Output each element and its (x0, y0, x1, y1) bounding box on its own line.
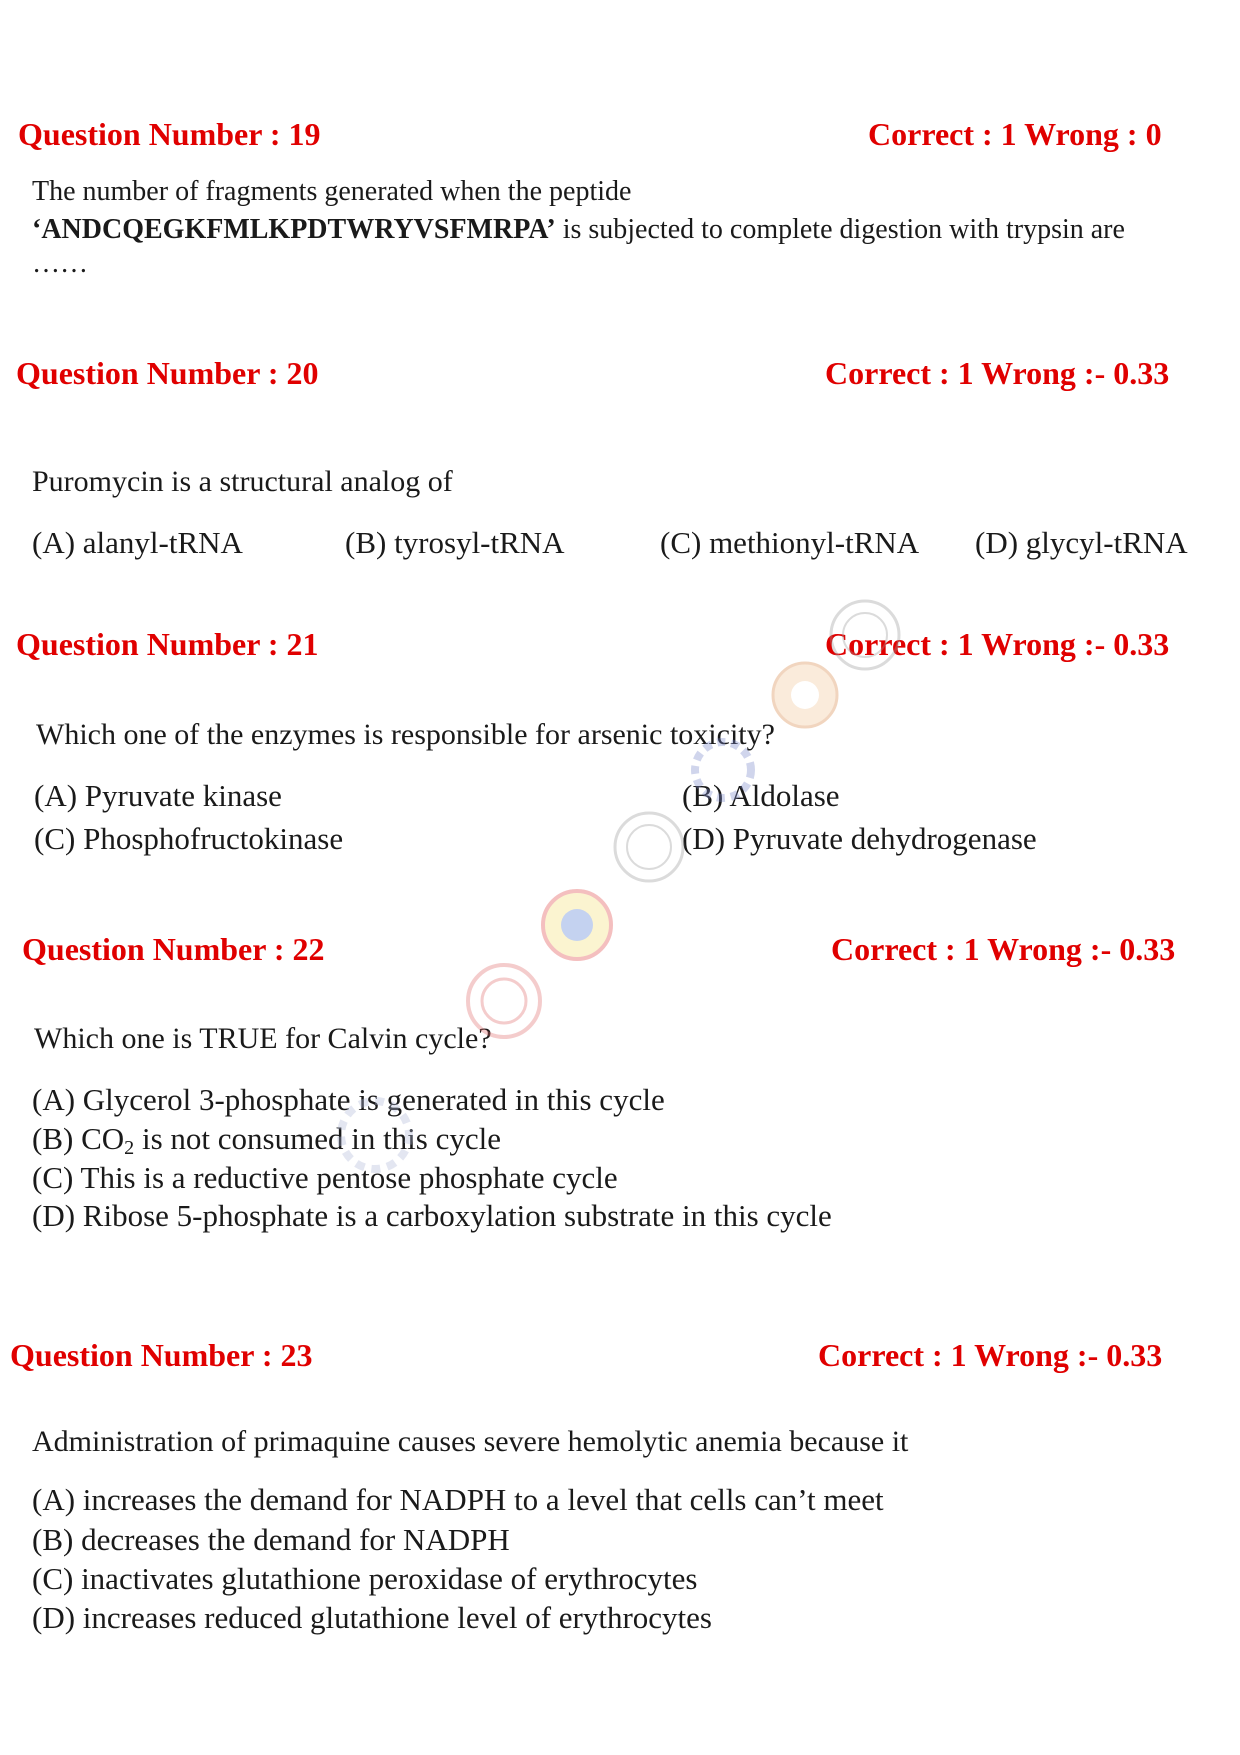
question-20-marks: Correct : 1 Wrong :- 0.33 (825, 355, 1170, 391)
question-20-text: Puromycin is a structural analog of (32, 465, 453, 498)
question-21-option-b: (B) Aldolase (682, 778, 840, 813)
question-22-header: Question Number : 22 (22, 931, 325, 967)
question-19-header: Question Number : 19 (18, 116, 321, 152)
question-20-option-a: (A) alanyl-tRNA (32, 525, 243, 560)
watermark-yin-yang-icon (540, 888, 614, 962)
question-19-text (32, 176, 1125, 281)
question-23-option-b: (B) decreases the demand for NADPH (32, 1522, 510, 1557)
question-23-text: Administration of primaquine causes severe hemolytic anemia because it (32, 1425, 909, 1458)
question-21-option-a: (A) Pyruvate kinase (34, 778, 282, 813)
question-22-option-c: (C) This is a reductive pentose phosphate cycle (32, 1160, 618, 1195)
watermark-emblem-icon (770, 660, 840, 730)
question-23-marks: Correct : 1 Wrong :- 0.33 (818, 1337, 1163, 1373)
question-22-option-a: (A) Glycerol 3-phosphate is generated in this cycle (32, 1082, 665, 1117)
question-23-option-a: (A) increases the demand for NADPH to a level that cells can’t meet (32, 1482, 884, 1517)
question-19-line1: The number of fragments generated when the peptide (32, 176, 632, 207)
question-21-option-d: (D) Pyruvate dehydrogenase (682, 821, 1037, 856)
question-20-header: Question Number : 20 (16, 355, 319, 391)
question-20-option-b: (B) tyrosyl-tRNA (345, 525, 565, 560)
question-19-line2-rest: is subjected to complete digestion with trypsin are (555, 214, 1125, 246)
question-23-option-c: (C) inactivates glutathione peroxidase of erythrocytes (32, 1561, 698, 1596)
question-22-marks: Correct : 1 Wrong :- 0.33 (831, 931, 1176, 967)
question-22-option-b-end: is not consumed in this cycle (134, 1121, 501, 1156)
question-21-option-c: (C) Phosphofructokinase (34, 821, 344, 856)
question-21-text: Which one of the enzymes is responsible for arsenic toxicity? (36, 718, 775, 751)
question-22-option-b-start: (B) CO (32, 1121, 125, 1156)
question-20-option-d: (D) glycyl-tRNA (975, 525, 1188, 560)
peptide-sequence: ‘ANDCQEGKFMLKPDTWRYVSFMRPA’ (32, 214, 556, 246)
question-21-header: Question Number : 21 (16, 626, 319, 662)
question-23-option-d: (D) increases reduced glutathione level of erythrocytes (32, 1600, 712, 1635)
watermark-seal-2-icon (612, 810, 686, 884)
question-20-option-c: (C) methionyl-tRNA (660, 525, 920, 560)
question-23-header: Question Number : 23 (10, 1337, 313, 1373)
question-22-option-d: (D) Ribose 5-phosphate is a carboxylation substrate in this cycle (32, 1198, 832, 1233)
question-22-option-b (32, 1121, 501, 1160)
question-19-ellipsis: …… (32, 248, 88, 280)
question-19-line2 (32, 214, 1125, 246)
question-21-marks: Correct : 1 Wrong :- 0.33 (825, 626, 1170, 662)
question-22-text: Which one is TRUE for Calvin cycle? (34, 1022, 492, 1055)
co2-subscript: 2 (124, 1137, 135, 1160)
question-19-marks: Correct : 1 Wrong : 0 (868, 116, 1162, 152)
